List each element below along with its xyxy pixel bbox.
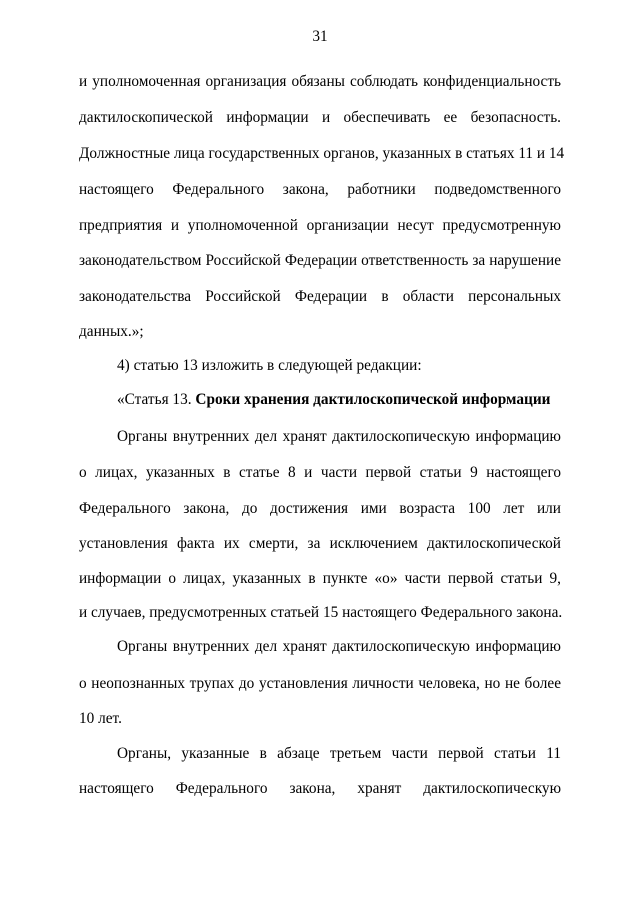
text-line: настоящего Федерального закона, хранят дактилоскопическую: [79, 780, 561, 797]
text-line: Органы внутренних дел хранят дактилоскопическую информацию: [117, 638, 561, 655]
text-line: Должностные лица государственных органов, указанных в статьях 11 и 14: [79, 145, 565, 162]
text-line: о лицах, указанных в статье 8 и части первой статьи 9 настоящего: [79, 464, 561, 481]
text-line: Федерального закона, до достижения ими возраста 100 лет или: [79, 500, 561, 517]
text-line: 10 лет.: [79, 710, 122, 727]
text-line: и уполномоченная организация обязаны соблюдать конфиденциальность: [79, 73, 561, 90]
article-heading-title: Сроки хранения дактилоскопической информации: [195, 391, 551, 408]
text-line: Органы внутренних дел хранят дактилоскопическую информацию: [117, 428, 561, 445]
text-line: информации о лицах, указанных в пункте «о» части первой статьи 9,: [79, 570, 561, 587]
text-line: законодательства Российской Федерации в области персональных: [79, 288, 561, 305]
text-line: предприятия и уполномоченной организации несут предусмотренную: [79, 217, 561, 234]
text-line: 4) статью 13 изложить в следующей редакции:: [117, 357, 422, 374]
article-heading-prefix: «Статья 13.: [117, 391, 196, 408]
text-line: Органы, указанные в абзаце третьем части первой статьи 11: [117, 745, 561, 762]
article-heading: [117, 390, 561, 410]
page-number: 31: [312, 28, 328, 45]
text-line: и случаев, предусмотренных статьей 15 настоящего Федерального закона.: [79, 604, 563, 621]
text-line: о неопознанных трупах до установления личности человека, но не более: [79, 675, 561, 692]
text-line: законодательством Российской Федерации ответственность за нарушение: [79, 252, 561, 269]
text-line: настоящего Федерального закона, работники подведомственного: [79, 181, 561, 198]
text-line: установления факта их смерти, за исключением дактилоскопической: [79, 535, 561, 552]
text-line: данных.»;: [79, 323, 144, 340]
text-line: дактилоскопической информации и обеспечивать ее безопасность.: [79, 109, 561, 126]
